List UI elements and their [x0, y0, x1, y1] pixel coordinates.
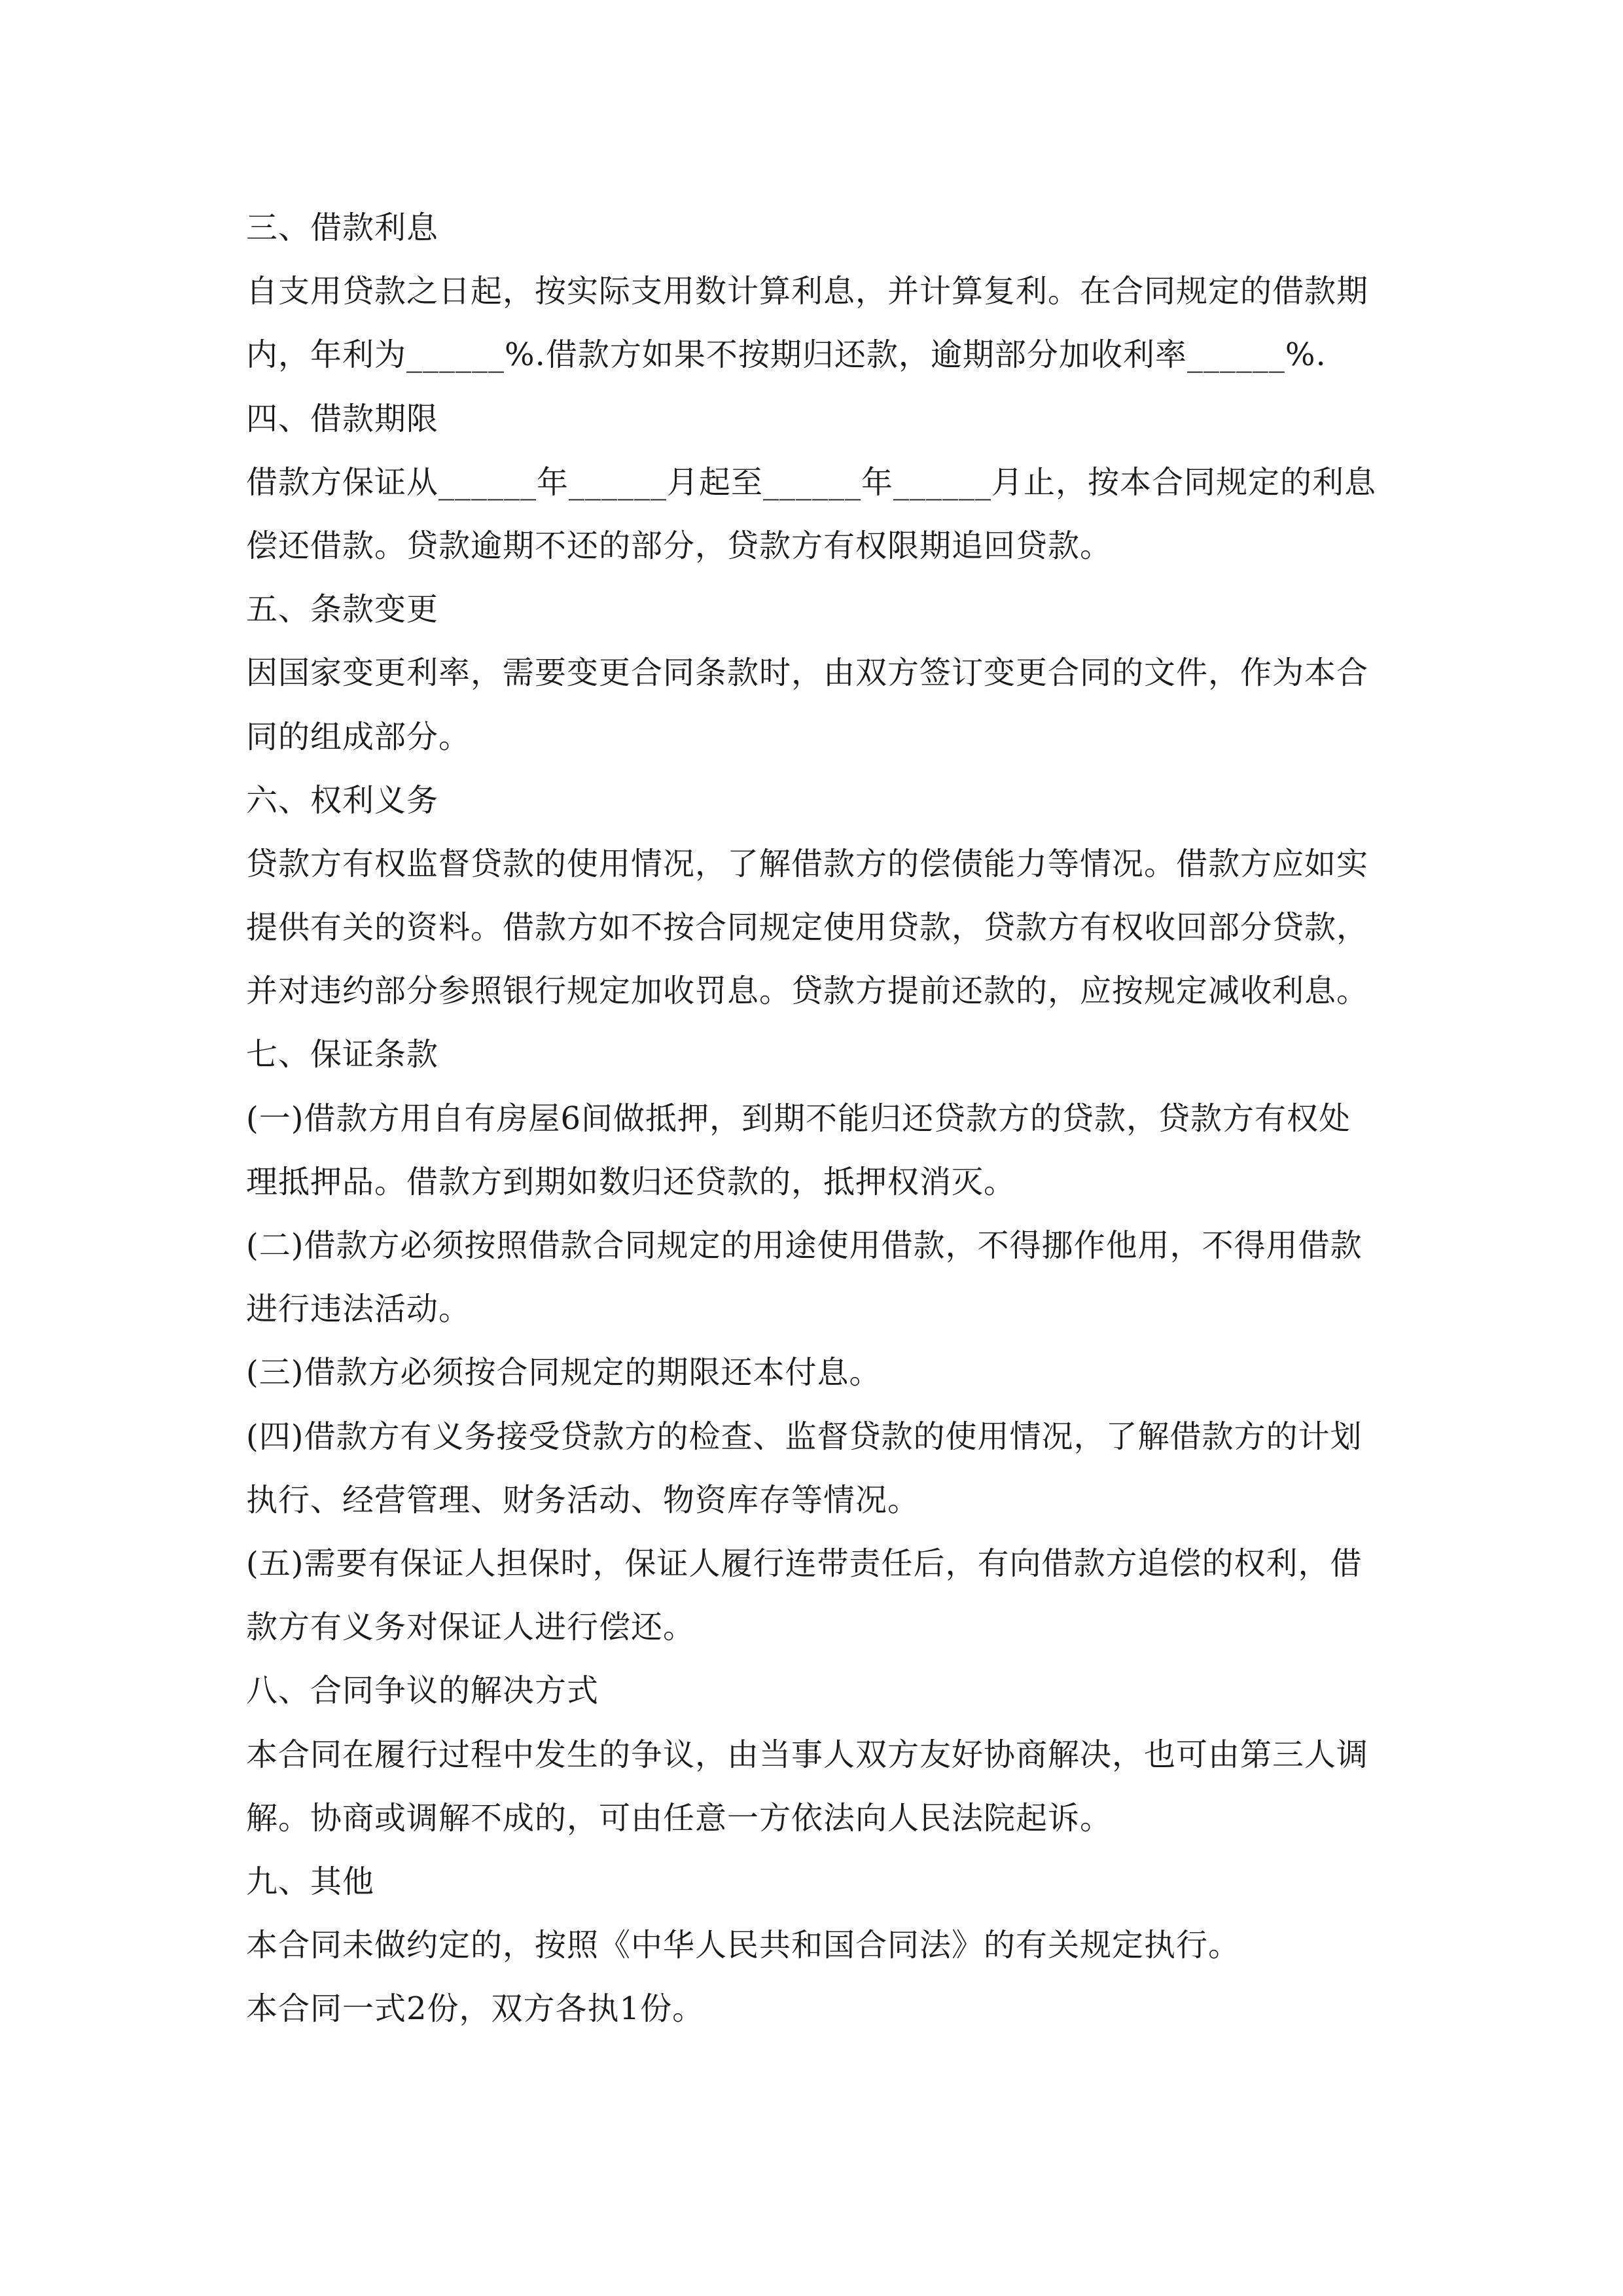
section-heading-guarantee: 七、保证条款	[246, 1036, 439, 1073]
section-heading-other: 九、其他	[246, 1863, 375, 1900]
body-line: 内，年利为______%.借款方如果不按期归还款，逾期部分加收利率______%.	[246, 336, 1327, 374]
body-line: (三)借款方必须按合同规定的期限还本付息。	[246, 1354, 882, 1391]
body-line: 本合同一式2份，双方各执1份。	[246, 1990, 705, 2028]
body-line: 借款方保证从______年______月起至______年______月止，按本合同规定的利息	[246, 463, 1377, 501]
section-heading-term: 四、借款期限	[246, 400, 439, 437]
body-line: 执行、经营管理、财务活动、物资库存等情况。	[246, 1481, 920, 1518]
body-line: 同的组成部分。	[246, 718, 471, 755]
body-line: 本合同未做约定的，按照《中华人民共和国合同法》的有关规定执行。	[246, 1927, 1241, 1964]
body-line: 自支用贷款之日起，按实际支用数计算利息，并计算复利。在合同规定的借款期	[246, 273, 1369, 310]
body-line: 贷款方有权监督贷款的使用情况，了解借款方的偿债能力等情况。借款方应如实	[246, 845, 1369, 882]
section-heading-rights: 六、权利义务	[246, 781, 439, 819]
body-line: 并对违约部分参照银行规定加收罚息。贷款方提前还款的，应按规定减收利息。	[246, 973, 1369, 1010]
body-line: 进行违法活动。	[246, 1291, 471, 1328]
section-heading-interest: 三、借款利息	[246, 209, 439, 246]
body-line: 因国家变更利率，需要变更合同条款时，由双方签订变更合同的文件，作为本合	[246, 655, 1369, 692]
body-line: 款方有义务对保证人进行偿还。	[246, 1609, 696, 1646]
body-line: 解。协商或调解不成的，可由任意一方依法向人民法院起诉。	[246, 1799, 1113, 1837]
section-heading-disputes: 八、合同争议的解决方式	[246, 1672, 599, 1710]
body-line: 理抵押品。借款方到期如数归还贷款的，抵押权消灭。	[246, 1163, 1016, 1200]
body-line: (一)借款方用自有房屋6间做抵押，到期不能归还贷款方的贷款，贷款方有权处	[246, 1100, 1351, 1137]
document-body	[246, 196, 1411, 2041]
body-line: (四)借款方有义务接受贷款方的检查、监督贷款的使用情况，了解借款方的计划	[246, 1418, 1363, 1455]
body-line: 偿还借款。贷款逾期不还的部分，贷款方有权限期追回贷款。	[246, 527, 1113, 564]
body-line: (五)需要有保证人担保时，保证人履行连带责任后，有向借款方追偿的权利，借	[246, 1545, 1363, 1582]
section-heading-amendment: 五、条款变更	[246, 591, 439, 628]
body-line: 本合同在履行过程中发生的争议，由当事人双方友好协商解决，也可由第三人调	[246, 1736, 1369, 1773]
body-line: 提供有关的资料。借款方如不按合同规定使用贷款，贷款方有权收回部分贷款，	[246, 909, 1369, 946]
body-line: (二)借款方必须按照借款合同规定的用途使用借款，不得挪作他用，不得用借款	[246, 1227, 1363, 1264]
